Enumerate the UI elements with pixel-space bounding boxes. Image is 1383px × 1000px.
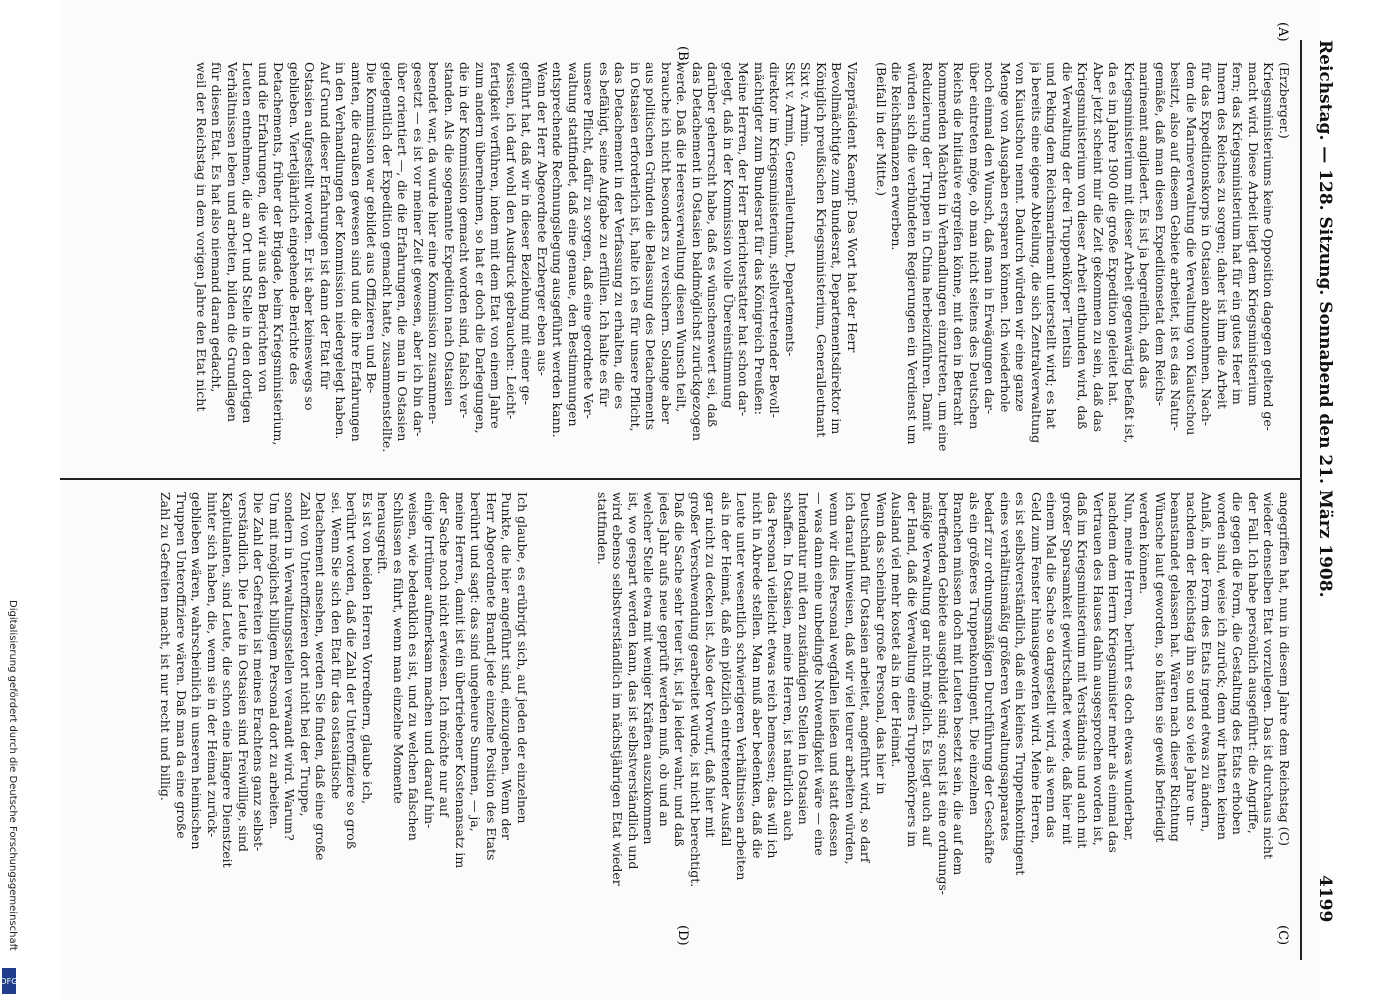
right-column-bottom-line: Herr Abgeordnete Brandt jede einzelne Position des Etats	[484, 492, 499, 861]
right-column-bottom-line: Es ist von beiden Herren Vorrednern, glaube ich,	[360, 492, 375, 805]
right-column-top-line: Anlaß, in der Form des Etats irgend etwas zu ändern,	[1199, 492, 1215, 833]
right-column-bottom-line: sondern in Verwaltungsstellen verwandt wird. Warum?	[282, 492, 298, 841]
right-column-bottom-line: berührt worden, daß die Zahl der Unteroffiziere so groß	[344, 492, 360, 850]
header-rule	[1300, 40, 1302, 960]
right-column-top-line: es ist selbstverständlich, daß ein kleines Truppenkontingent	[1013, 492, 1029, 876]
right-column-top-line: als in der Heimat, daß ein plötzlich eintretender Ausfall	[719, 492, 734, 847]
right-column-top-line: das Personal vielleicht etwas reich bemessen; das will ich	[765, 492, 781, 859]
left-column-bottom-line: das Detachement in der Verfassung zu erhalten, die es	[612, 62, 628, 410]
left-column-top-line: (Beifall in der Mitte.)	[874, 62, 889, 196]
header-title: Reichstag. — 128. Sitzung. Sonnabend den 21. März 1908.	[1315, 40, 1335, 598]
left-column-bottom-line: Sixt v. Armin, Generalleutnant, Departements-	[783, 62, 798, 357]
left-column-bottom-line: Auf Grund dieser Erfahrungen ist dann der Etat für	[318, 62, 333, 390]
right-column-bottom-line: Zahl zu Gefreiten macht, ist nur recht und billig.	[158, 492, 174, 801]
left-column-top-line: besitzt, also auf diesem Gebiete arbeitet, ist es das Natur-	[1168, 62, 1184, 431]
right-column-bottom-line: einige Irrtümer aufmerksam machen und darauf hin-	[422, 492, 437, 829]
right-column-top-line: gar nicht zu decken ist. Also der Vorwurf, daß hier mit	[703, 492, 719, 838]
margin-mark-b: (B)	[675, 46, 690, 66]
left-column-bottom-line: über orientiert —, die die Erfahrungen, die man in Ostasien	[395, 62, 411, 442]
right-column-top-line: stattfinden.	[595, 492, 610, 565]
right-column-top-line: nicht in Abrede stellen. Man muß aber bedenken, daß die	[750, 492, 765, 859]
left-column-bottom-line: Königlich preußischen Kriegsministerium, Generalleutnant	[814, 62, 829, 438]
right-column-bottom-line: hinter sich haben, die, wenn sie in der Heimat zurück-	[205, 492, 220, 838]
right-column-bottom-line: weisen, wie bedenklich es ist, und zu welchen falschen	[406, 492, 422, 841]
left-column-bottom-line: Bevollmächtigte zum Bundesrat, Departementsdirektor im	[829, 62, 845, 435]
left-column-bottom-line: es befähigt, seine Aufgabe zu erfüllen. Ich halte es für	[597, 62, 612, 407]
left-column-bottom-line: wissen, ich darf wohl den Ausdruck gebrauchen: Leicht-	[504, 62, 519, 420]
left-column-bottom	[194, 62, 861, 472]
left-column-bottom-line: Meine Herren, der Herr Berichterstatter hat schon dar-	[736, 62, 752, 417]
left-column-top-line: Kriegsministeriums keine Opposition dagegen geltend ge-	[1261, 62, 1277, 432]
right-column-top-line: Leute unter wesentlich schwierigeren Verhältnissen arbeiten	[734, 492, 750, 881]
left-column-bottom-line: und die Erfahrungen, die wir aus den Berichten von	[256, 62, 271, 393]
left-column-bottom-line: gesetzt — es ist vor meiner Zeit gewesen, aber ich bin dar-	[411, 62, 426, 437]
left-column-top-line: für das Expeditionskorps in Ostasien abzunehmen. Nach-	[1199, 62, 1215, 427]
right-column-top-line: ich darauf hinweisen, daß wir viel teurer arbeiten würden,	[843, 492, 858, 865]
left-column-top-line: von Kiautschou nennt. Dadurch würden wir eine ganze	[1013, 62, 1029, 412]
left-column-top-line: würden sich die verbündeten Regierungen ein Verdienst um	[905, 62, 920, 445]
right-column-top-line: der Hand, daß die Verwaltung eines Truppenkörpers im	[905, 492, 920, 848]
right-column-top-line: wieder denselben Etat vorzulegen. Das ist durchaus nicht	[1261, 492, 1277, 860]
left-column-bottom-line: amten, die draußen gewesen sind und die ihre Erfahrungen	[349, 62, 364, 442]
left-column-top-line: Aber jetzt scheint mir die Zeit gekommen zu sein, daß das	[1091, 62, 1106, 433]
right-column-top-line: werden können.	[1137, 492, 1153, 595]
right-column-top-line: — was dann eine unbedingte Notwendigkeit wäre — eine	[812, 492, 827, 856]
left-column-bottom-line: weil der Reichstag in dem vorigen Jahre den Etat nicht	[194, 62, 209, 412]
right-column-top-line: Vertrauen des Hauses dahin ausgesprochen worden ist,	[1091, 492, 1106, 846]
right-column-bottom-line: Ich glaube, es erübrigt sich, auf jeden der einzelnen	[515, 492, 530, 824]
left-column-bottom-line: Vizepräsident Kaempf: Das Wort hat der Herr	[845, 62, 860, 353]
right-column-top-line: Branchen müssen doch mit Leuten besetzt sein, die auf dem	[951, 492, 967, 876]
right-column-top-line: Deutschland für Ostasien arbeitet, angeführt wird, so darf	[858, 492, 874, 863]
left-column-top-line: und Peking dem Reichsmarineamt unterstellt wird; es hat	[1044, 62, 1060, 429]
right-column-top-line: der Fall. Ich habe persönlich ausgeführt: die Angriffe,	[1246, 492, 1261, 834]
left-column-bottom-line: werde. Daß die Heeresverwaltung diesen Wunsch teilt,	[674, 62, 690, 413]
right-column-bottom-line: sei. Wenn Sie sich den Etat für das ostasiatische	[329, 492, 344, 800]
right-column-bottom-line: Die Zahl der Gefreiten ist meines Erachtens ganz selbst-	[251, 492, 267, 852]
right-column-top-line: worden sind, weise ich zurück; denn wir hatten keinen	[1215, 492, 1230, 840]
right-column-top-line: großer Verschwendung gearbeitet würde, ist nicht berechtigt.	[688, 492, 703, 888]
right-column-bottom	[158, 492, 530, 922]
column-divider	[60, 478, 1300, 480]
right-column-bottom-line: der Sache noch nicht erwiesen. Ich möchte nur auf	[437, 492, 453, 817]
right-column-top	[595, 492, 1293, 922]
right-column-top-line: einem Mal die Sache so dargestellt wird, als wenn das	[1044, 492, 1060, 838]
page-header	[1315, 40, 1335, 598]
left-column-top-line: kommenden Mächten in Verhandlungen einzutreten, um eine	[936, 62, 951, 452]
left-column-bottom-line: gelegentlich der Expedition gemacht hatte, zusammenstellte.	[380, 62, 395, 453]
right-column-top-line: daß im Kriegsministerium mit Verständnis und auch mit	[1075, 492, 1091, 849]
page-number: 4199	[1315, 875, 1335, 923]
right-column-top-line: nachdem der Reichstag ihn so und so viele Jahre un-	[1184, 492, 1199, 826]
left-column-top-line: fern; das Kriegsministerium hat für ein gutes Heer im	[1230, 62, 1246, 405]
left-column-bottom-line: das Detachement in Ostasien baldmöglichst zurückgezogen	[690, 62, 705, 441]
right-column-top-line: schaffen. In Ostasien, meine Herren, ist natürlich auch	[781, 492, 796, 841]
dfg-logo: DFG	[2, 968, 16, 994]
left-column-top-line: Kriegsministerium von dieser Arbeit entbunden wird, daß	[1075, 62, 1091, 430]
left-column-bottom-line: fertigkeit verführen, indem mit dem Etat von einem Jahre	[488, 62, 504, 429]
left-column-top-line: dem die Marineverwaltung die Verwaltung von Kiautschou	[1184, 62, 1199, 436]
margin-mark-d: (D)	[675, 925, 690, 946]
left-column-bottom-line: aus politischen Gründen die Belassung des Detachements	[643, 62, 659, 430]
left-column-top-line: die Reichsfinanzen erwerben.	[889, 62, 905, 251]
left-column-top-line: marineamt angliedert. Es ist ja begreiflich, daß das	[1137, 62, 1153, 389]
right-column-bottom-line: Schlüssen es führt, wenn man einzelne Momente	[391, 492, 406, 804]
left-column-top-line: Menge von Ausgaben ersparen können. Ich wiederhole	[998, 62, 1013, 413]
right-column-top-line: Daß die Sache sehr teuer ist, ist ja leider wahr, und daß	[672, 492, 688, 847]
right-column-top-line: Geld zum Fenster hinausgeworfen wird. Meine Herren,	[1029, 492, 1044, 844]
left-column-bottom-line: standen. Als die sogenannte Expedition nach Ostasien	[442, 62, 457, 407]
right-column-bottom-line: herausgreift.	[375, 492, 391, 575]
right-column-top-line: betreffenden Gebiete ausgebildet sind; sonst ist eine ordnungs-	[936, 492, 951, 896]
right-column-top-line: Wenn das scheinbar große Personal, das hier in	[874, 492, 889, 795]
left-column-bottom-line: Wenn der Herr Abgeordnete Erzberger eben aus-	[535, 62, 550, 377]
left-column-bottom-line: Ostasien aufgestellt worden. Er ist aber keineswegs so	[302, 62, 318, 411]
margin-mark-a: (A)	[1275, 22, 1290, 42]
right-column-top-line: angegriffen hat, nun in diesem Jahre dem Reichstag (C)	[1277, 492, 1292, 846]
right-column-bottom-line: Um mit möglichst billigem Personal dort zu arbeiten.	[267, 492, 282, 830]
right-column-top-line: bedarf zur ordnungsmäßigen Durchführung der Geschäfte	[982, 492, 998, 864]
right-column-top-line: eines verhältnismäßig größeren Verwaltungsapparates	[998, 492, 1013, 842]
left-column-bottom-line: direktor im Kriegsministerium, stellvertretender Bevoll-	[767, 62, 783, 418]
right-column-bottom-line: Zahl von Unteroffizieren dort nicht bei der Truppe,	[298, 492, 313, 817]
right-column-bottom-line: Punkte, die hier angeführt sind, einzugehen. Wenn der	[499, 492, 515, 840]
right-column-bottom-line: meine Herren, damit ist ein übertriebener Kostenansatz im	[453, 492, 468, 869]
left-column-bottom-line: die in der Kommission gemacht worden sind, falsch ver-	[457, 62, 473, 419]
left-column-top-line: Reduzierung der Truppen in China herbeizuführen. Damit	[920, 62, 936, 432]
left-column-bottom-line: geführt hat, daß wir in dieser Beziehung mit einer ge-	[519, 62, 535, 406]
left-column-top-line: macht wird. Diese Arbeit liegt dem Kriegsministerium	[1246, 62, 1261, 406]
right-column-top-line: Intendantur mit den zuständigen Stellen in Ostasien	[796, 492, 812, 825]
right-column-top-line: wird ebenso selbstverständlich im nächstjährigen Etat wieder	[610, 492, 626, 886]
left-column-top-line: Reichs die Initiative ergreifen könne, mit den in Betracht	[951, 62, 967, 426]
right-column-top-line: Wünsche laut geworden, so hätten sie gewiß befriedigt	[1153, 492, 1168, 843]
right-column-top-line: mäßige Verwaltung gar nicht möglich. Es liegt auch auf	[920, 492, 936, 846]
margin-mark-c: (C)	[1275, 925, 1290, 946]
left-column-bottom-line: in Ostasien erforderlich ist, halte ich es für unsere Pflicht,	[628, 62, 643, 432]
left-column-top-line: die Verwaltung der drei Truppenkörper Tientsin	[1060, 62, 1075, 369]
left-column-bottom-line: gelegt, daß in der Kommission volle Übereinstimmung	[721, 62, 736, 409]
left-column-bottom-line: Verhältnissen leben und arbeiten, bilden die Grundlagen	[225, 62, 240, 422]
left-column-bottom-line: entsprechende Rechnungslegung ausgeführt werden kann.	[550, 62, 566, 438]
left-column-top-line: noch einmal den Wunsch, daß man in Erwägungen dar-	[982, 62, 998, 415]
right-column-top-line: Ausland viel mehr kostet als in der Heimat.	[889, 492, 905, 768]
right-column-top-line: jedes Jahr aufs neue geprüft werden muß, ob und an	[657, 492, 672, 827]
right-column-bottom-line: berührt und sagt: das sind ungeheure Summen, — ja,	[468, 492, 484, 832]
left-column-top-line: Kriegsministerium mit dieser Arbeit gegenwärtig befaßt ist,	[1122, 62, 1137, 444]
right-column-top-line: Nun, meine Herren, berührt es doch etwas wunderbar,	[1122, 492, 1137, 842]
left-column-bottom-line: beendet war, da wurde hier eine Kommission zusammen-	[426, 62, 442, 425]
left-column-bottom-line: darüber geherrscht habe, daß es wünschenswert sei, daß	[705, 62, 721, 428]
right-column-top-line: großer Sparsamkeit gewirtschaftet werde, daß hier mit	[1060, 492, 1075, 845]
left-column-bottom-line: für diesen Etat. Es hat also niemand daran gedacht,	[209, 62, 225, 393]
left-column-top-line: ja bereits eine eigene Abteilung, die sich Zentralverwaltung	[1029, 62, 1044, 444]
right-column-top-line: beanstandet gelassen hat. Wären nach dieser Richtung	[1168, 492, 1184, 842]
left-column-bottom-line: in den Verhandlungen der Kommission niedergelegt haben.	[333, 62, 349, 440]
right-column-top-line: als ein größeres Truppenkontingent. Die einzelnen	[967, 492, 982, 816]
right-column-top-line: wenn wir dies Personal wegfallen ließen und statt dessen	[827, 492, 843, 857]
left-column-bottom-line: waltung stattfindet, daß eine genaue, den Bestimmungen	[566, 62, 581, 427]
left-column-bottom-line: Sixt v. Armin.	[798, 62, 814, 148]
left-column-top-line: Innern des Reiches zu sorgen; daher ist ihm die Arbeit	[1215, 62, 1230, 409]
left-column-bottom-line: brauche ich nicht besonders zu versichern. Solange aber	[659, 62, 674, 424]
left-column-bottom-line: mächtigter zum Bundesrat für das Königreich Preußen:	[752, 62, 767, 416]
left-column-top	[874, 62, 1293, 472]
right-column-bottom-line: Detachement ansehen, werden Sie finden, daß eine große	[313, 492, 329, 861]
right-column-bottom-line: Truppen Unteroffiziere wären. Daß man da eine große	[174, 492, 189, 839]
right-column-bottom-line: Kapitulanten, sind Leute, die schon eine längere Dienstzeit	[220, 492, 236, 868]
left-column-top-line: (Erzberger.)	[1277, 62, 1292, 139]
left-column-bottom-line: Die Kommission war gebildet aus Offizieren und Be-	[364, 62, 380, 394]
left-column-bottom-line: Leuten entnehmen, die an Ort und Stelle in den dortigen	[240, 62, 256, 424]
left-column-top-line: gemäße, daß man diesen Expeditionsetat dem Reichs-	[1153, 62, 1168, 406]
right-column-bottom-line: geblieben wären, wahrscheinlich in unseren heimischen	[189, 492, 205, 850]
left-column-bottom-line: geblieben. Vierteljährlich eingehende Berichte des	[287, 62, 302, 385]
right-column-top-line: die gegen die Form, die Gestaltung des Etats erhoben	[1230, 492, 1246, 835]
digitization-note: Digitalisierung gefördert durch die Deutsche Forschungsgemeinschaft	[7, 600, 18, 951]
right-column-top-line: welcher Stelle etwa mit weniger Kräften auszukommen	[641, 492, 657, 845]
right-column-bottom-line: verständlich. Die Leute in Ostasien sind Freiwillige, sind	[236, 492, 251, 852]
right-column-top-line: ist, wo gespart werden kann, das ist selbstverständlich und	[626, 492, 641, 870]
left-column-bottom-line: Detachements, früher der Brigade, beim Kriegsministerium,	[271, 62, 287, 446]
left-column-bottom-line: zum andern übernehmen, so hat er doch die Darlegungen,	[473, 62, 488, 434]
right-column-top-line: nachdem dem Herrn Kriegsminister mehr als einmal das	[1106, 492, 1122, 853]
left-column-top-line: da es im Jahre 1900 die große Expedition geleitet hat.	[1106, 62, 1122, 407]
left-column-top-line: über eintreten möge, ob man nicht seitens des Deutschen	[967, 62, 982, 430]
left-column-bottom-line: unsere Pflicht, dafür zu sorgen, daß eine geordnete Ver-	[581, 62, 597, 419]
